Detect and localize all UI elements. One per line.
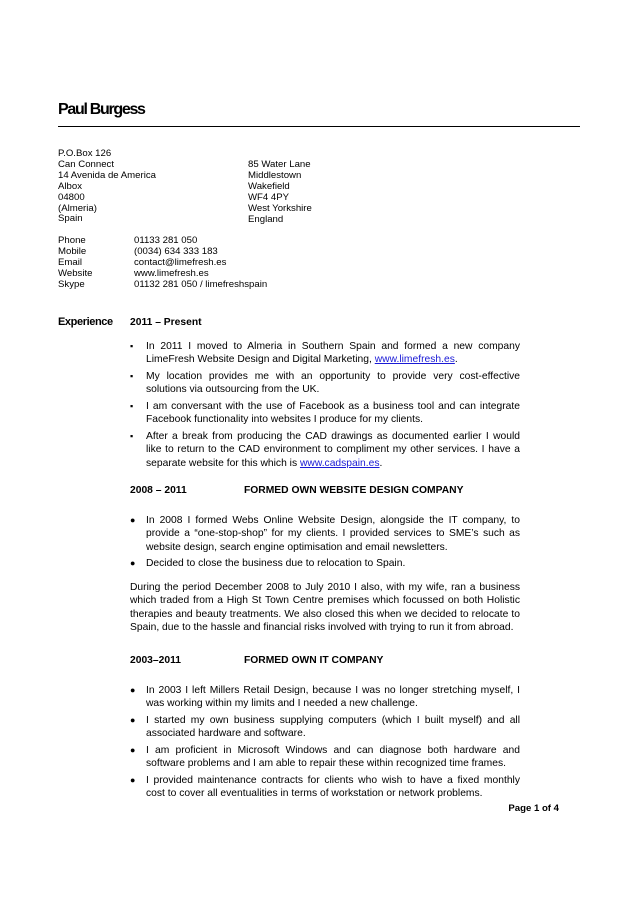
round-bullet-icon: ● (130, 515, 136, 525)
contact-label: Email (58, 256, 82, 268)
contact-label: Phone (58, 235, 86, 246)
address-line: West Yorkshire (248, 202, 312, 214)
bullet-text: In 2008 I formed Webs Online Website Design, alongside the IT company, to provide a “one-stop-shop” for my clients. I provided services to SME’s such as website design, search engine optimisation and email newsletters. (146, 515, 520, 553)
address-line: 85 Water Lane (248, 159, 311, 170)
limefresh-link[interactable]: www.limefresh.es (374, 354, 455, 366)
address-line: Albox (58, 180, 82, 192)
address-line: Middlestown (248, 169, 302, 181)
contact-row-skype (58, 280, 267, 291)
job2-bullet-list (130, 514, 520, 574)
round-bullet-icon: ● (130, 775, 136, 785)
bullet-text: I provided maintenance contracts for clients who wish to have a fixed monthly cost to cover all eventualities in terms of workstation or network problems. (146, 775, 520, 800)
list-item (130, 744, 520, 771)
bullet-text: After a break from producing the CAD drawings as documented earlier I would like to return to the CAD environment to compliment my other services. I have a separate website for this which is (146, 431, 520, 469)
list-item (130, 370, 520, 397)
address-line: WF4 4PY (248, 191, 290, 203)
candidate-name: Paul Burgess (58, 101, 145, 118)
job3-bullet-list (130, 684, 520, 804)
list-item (130, 684, 520, 711)
square-bullet-icon: ▪ (130, 431, 134, 441)
list-item (130, 557, 520, 570)
bullet-text: My location provides me with an opportunity to provide very cost-effective solutions via outsourcing from the UK. (146, 371, 520, 396)
job1-bullet-list (130, 340, 520, 473)
job-title: FORMED OWN WEBSITE DESIGN COMPANY (244, 485, 464, 496)
job2-paragraph: During the period December 2008 to July 2010 I also, with my wife, ran a business which traded from a High St Town Centre premises which focussed on both Holistic therapies and beauty treatments. We also closed this when we decided to relocate to Spain, due to the hassle and financial risks involved with trying to run it from abroad. (130, 582, 520, 634)
bullet-text: In 2003 I left Millers Retail Design, because I was no longer stretching myself, I was working within my limits and I needed a new challenge. (146, 685, 520, 710)
cadspain-link[interactable]: www.cadspain.es (299, 457, 380, 469)
address-line: 14 Avenida de America (58, 169, 156, 181)
header-divider (58, 126, 580, 127)
contact-value: (0034) 634 333 183 (134, 245, 218, 257)
round-bullet-icon: ● (130, 745, 136, 755)
square-bullet-icon: ▪ (130, 371, 134, 381)
square-bullet-icon: ▪ (130, 341, 134, 351)
address-line: P.O.Box 126 (58, 148, 112, 159)
contact-row-website (58, 269, 267, 280)
contact-details (58, 236, 267, 291)
address-left (58, 149, 238, 225)
address-line: Can Connect (58, 158, 114, 170)
contact-value: www.limefresh.es (134, 267, 209, 279)
list-item (130, 340, 520, 367)
section-label-experience: Experience (58, 316, 113, 328)
list-item (130, 514, 520, 554)
contact-label: Website (58, 267, 93, 279)
bullet-text: I am proficient in Microsoft Windows and can diagnose both hardware and software problems and I am able to repair these within recognized time frames. (146, 745, 520, 770)
job-period: 2008 – 2011 (130, 485, 187, 496)
address-line: Spain (58, 213, 83, 225)
bullet-text: In 2011 I moved to Almeria in Southern Spain and formed a new company LimeFresh Website Design and Digital Marketing, (146, 341, 520, 366)
job-period: 2003–2011 (130, 655, 181, 666)
job-period: 2011 – Present (130, 317, 202, 328)
bullet-text-end: . (379, 457, 383, 469)
round-bullet-icon: ● (130, 715, 136, 725)
address-line: (Almeria) (58, 202, 97, 214)
contact-value: contact@limefresh.es (134, 256, 227, 268)
contact-value: 01132 281 050 / limefreshspain (134, 278, 268, 290)
bullet-text: I started my own business supplying computers (which I built myself) and all associated hardware and software. (146, 715, 520, 740)
bullet-text-end: . (454, 354, 458, 366)
list-item (130, 400, 520, 427)
page-number: Page 1 of 4 (508, 803, 559, 814)
address-right (248, 160, 428, 225)
contact-label: Mobile (58, 245, 87, 257)
list-item (130, 430, 520, 470)
round-bullet-icon: ● (130, 558, 136, 569)
address-line: 04800 (58, 191, 85, 203)
address-line: England (248, 213, 284, 225)
list-item (130, 714, 520, 741)
contact-value: 01133 281 050 (134, 235, 198, 246)
square-bullet-icon: ▪ (130, 401, 134, 411)
bullet-text: I am conversant with the use of Facebook as a business tool and can integrate Facebook functionality into websites I produce for my clients. (146, 401, 520, 426)
round-bullet-icon: ● (130, 685, 136, 695)
job-title: FORMED OWN IT COMPANY (244, 655, 384, 666)
bullet-text: Decided to close the business due to relocation to Spain. (146, 558, 406, 570)
contact-label: Skype (58, 278, 85, 290)
list-item (130, 774, 520, 801)
address-line: Wakefield (248, 180, 290, 192)
